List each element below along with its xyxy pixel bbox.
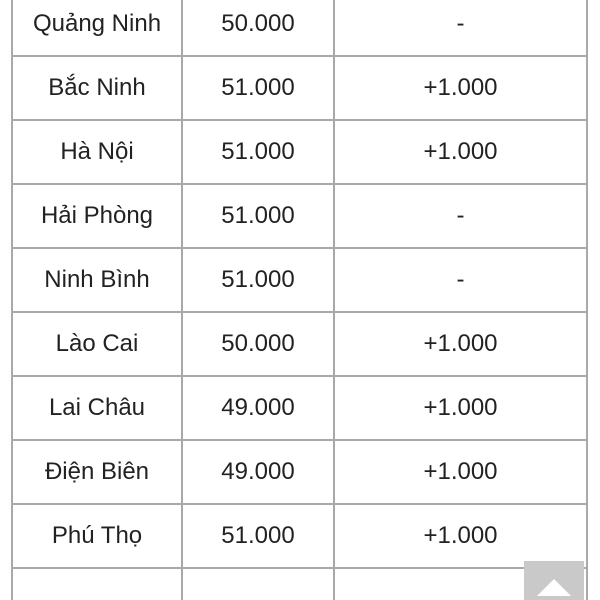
price-cell: 49.000 [182,376,334,440]
province-cell: Lào Cai [12,312,182,376]
price-cell: 51.000 [182,504,334,568]
table-row [12,184,587,248]
province-cell: Quảng Ninh [12,0,182,56]
change-cell: +1.000 [334,120,587,184]
table-row [12,440,587,504]
change-cell: - [334,248,587,312]
price-cell: 50.000 [182,0,334,56]
table-row [12,120,587,184]
table-row [12,568,587,600]
province-cell: Ninh Bình [12,248,182,312]
scroll-to-top-button[interactable] [524,561,584,600]
price-cell: 51.000 [182,248,334,312]
change-cell: +1.000 [334,440,587,504]
province-cell: Phú Thọ [12,504,182,568]
province-cell: Bắc Ninh [12,56,182,120]
price-cell [182,568,334,600]
price-cell: 50.000 [182,312,334,376]
table-row [12,312,587,376]
table-row [12,376,587,440]
province-cell: Hà Nội [12,120,182,184]
change-cell: +1.000 [334,504,587,568]
province-cell: Lai Châu [12,376,182,440]
price-table [11,0,588,600]
price-cell: 49.000 [182,440,334,504]
change-cell: +1.000 [334,376,587,440]
chevron-up-icon [537,579,571,596]
change-cell: +1.000 [334,312,587,376]
province-cell: Hải Phòng [12,184,182,248]
table-row [12,248,587,312]
province-cell: Điện Biên [12,440,182,504]
table-row [12,0,587,56]
change-cell: - [334,0,587,56]
price-cell: 51.000 [182,120,334,184]
change-cell: +1.000 [334,56,587,120]
price-cell: 51.000 [182,184,334,248]
province-cell [12,568,182,600]
table-row [12,504,587,568]
change-cell: - [334,184,587,248]
table-row [12,56,587,120]
price-cell: 51.000 [182,56,334,120]
